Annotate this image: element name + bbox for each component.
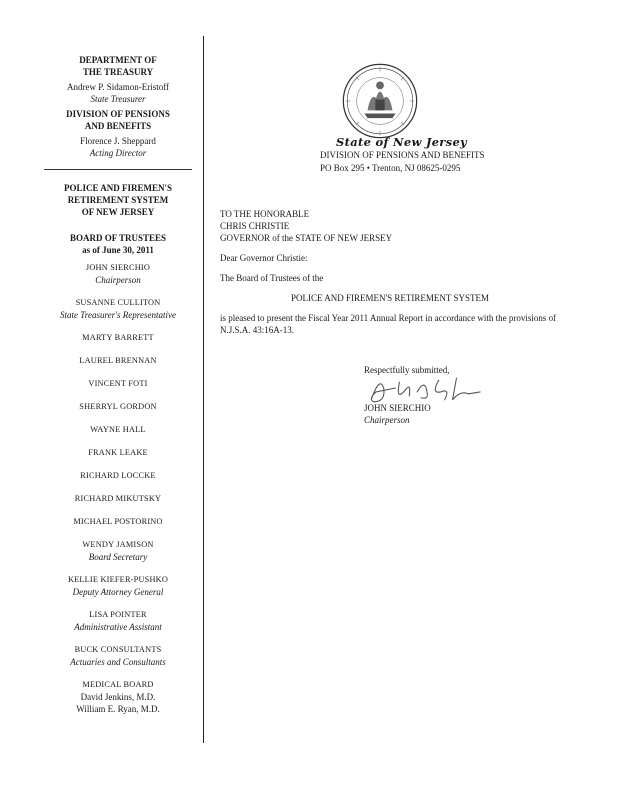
signer-name: JOHN SIERCHIO	[364, 403, 431, 413]
letterhead	[320, 136, 520, 175]
board-member	[40, 355, 196, 367]
board-member	[40, 332, 196, 344]
body-paragraph: is pleased to present the Fiscal Year 2011 Annual Report in accordance with the provisions of N.J.S.A. 43:16A-13.	[220, 313, 557, 335]
medical-board-member: William E. Ryan, M.D.	[76, 704, 160, 714]
member-name: MICHAEL POSTORINO	[73, 517, 163, 526]
medical-board-title: MEDICAL BOARD	[82, 680, 154, 689]
system-line-2: RETIREMENT SYSTEM	[67, 195, 169, 205]
state-seal-icon	[341, 62, 419, 140]
member-role: Deputy Attorney General	[72, 587, 164, 597]
member-role: Board Secretary	[88, 552, 148, 562]
board-member	[40, 297, 196, 321]
board-title: BOARD OF TRUSTEES	[69, 233, 167, 243]
member-name: RICHARD MIKUTSKY	[74, 494, 162, 503]
system-line-1: POLICE AND FIREMEN'S	[63, 183, 172, 193]
board-member	[40, 539, 196, 563]
medical-board	[40, 679, 196, 715]
board-member	[40, 644, 196, 668]
board-member	[40, 574, 196, 598]
board-date: as of June 30, 2011	[82, 245, 154, 255]
director-title: Acting Director	[89, 148, 147, 158]
member-name: WENDY JAMISON	[82, 540, 154, 549]
board-member	[40, 493, 196, 505]
treasurer-name: Andrew P. Sidamon-Eristoff	[66, 82, 170, 92]
board-member	[40, 401, 196, 413]
intro-line: The Board of Trustees of the	[220, 273, 324, 283]
dept-line-1: DEPARTMENT OF	[79, 55, 157, 65]
member-name: BUCK CONSULTANTS	[74, 645, 162, 654]
address: PO Box 295 • Trenton, NJ 08625-0295	[320, 163, 461, 173]
board-member	[40, 470, 196, 482]
signer-title: Chairperson	[364, 415, 410, 425]
addressee-line: CHRIS CHRISTIE	[220, 221, 290, 231]
addressee-line: GOVERNOR of the STATE OF NEW JERSEY	[220, 233, 393, 243]
closing: Respectfully submitted,	[364, 365, 450, 375]
member-name: LISA POINTER	[89, 610, 147, 619]
system-line-3: OF NEW JERSEY	[81, 207, 155, 217]
system-name: POLICE AND FIREMEN'S RETIREMENT SYSTEM	[291, 293, 489, 303]
state-name: State of New Jersey	[336, 135, 468, 149]
board-member	[40, 424, 196, 436]
handwritten-signature	[366, 372, 484, 406]
sidebar	[40, 54, 196, 715]
director-name: Florence J. Sheppard	[80, 136, 156, 146]
division-line-1: DIVISION OF PENSIONS	[66, 109, 170, 119]
member-role: Actuaries and Consultants	[70, 657, 166, 667]
signature-block	[364, 364, 504, 426]
treasurer-title: State Treasurer	[90, 94, 146, 104]
member-name: JOHN SIERCHIO	[85, 263, 151, 272]
sidebar-divider	[44, 169, 192, 170]
dept-line-2: THE TREASURY	[82, 67, 154, 77]
member-role: State Treasurer's Representative	[60, 310, 176, 320]
member-role: Chairperson	[95, 275, 141, 285]
member-name: WAYNE HALL	[90, 425, 146, 434]
member-name: MARTY BARRETT	[82, 333, 154, 342]
member-name: FRANK LEAKE	[88, 448, 148, 457]
board-member	[40, 609, 196, 633]
member-name: VINCENT FOTI	[88, 379, 148, 388]
division-line-2: AND BENEFITS	[84, 121, 152, 131]
division-name: DIVISION OF PENSIONS AND BENEFITS	[320, 150, 485, 160]
member-name: LAUREL BRENNAN	[79, 356, 157, 365]
member-name: RICHARD LOCCKE	[80, 471, 156, 480]
letter-body	[220, 208, 560, 336]
board-member	[40, 447, 196, 459]
board-member	[40, 262, 196, 286]
medical-board-member: David Jenkins, M.D.	[80, 692, 156, 702]
member-name: SHERRYL GORDON	[79, 402, 157, 411]
member-name: SUSANNE CULLITON	[75, 298, 161, 307]
addressee-line: TO THE HONORABLE	[220, 209, 310, 219]
member-name: KELLIE KIEFER-PUSHKO	[67, 575, 169, 584]
vertical-divider	[203, 36, 204, 743]
board-member	[40, 378, 196, 390]
member-role: Administrative Assistant	[74, 622, 162, 632]
salutation: Dear Governor Christie:	[220, 253, 308, 263]
board-member	[40, 516, 196, 528]
